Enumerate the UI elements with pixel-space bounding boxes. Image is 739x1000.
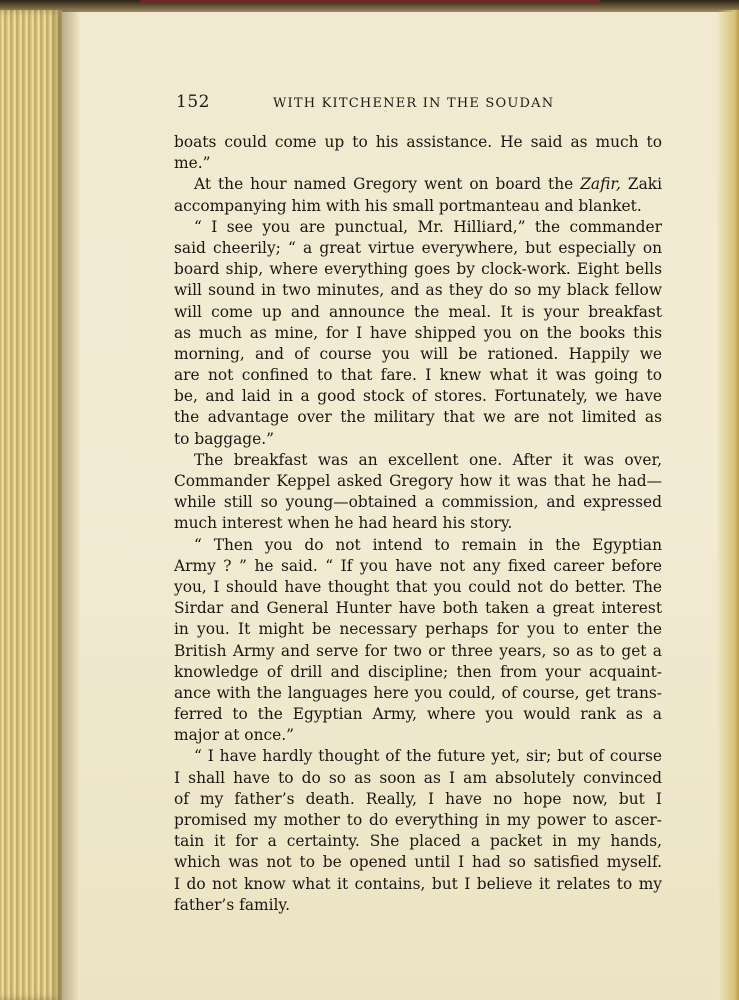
text-line: Sirdar and General Hunter have both taken a great interest bbox=[174, 599, 662, 618]
text-line: morning, and of course you will be rationed. Happily we bbox=[174, 344, 662, 363]
text-line: said cheerily; “ a great virtue everywhere, but especially on bbox=[174, 238, 662, 257]
text-line: promised my mother to do everything in my power to ascer- bbox=[174, 811, 662, 829]
text-line: you, I should have thought that you could not do better. The bbox=[174, 577, 662, 596]
page-text-body bbox=[174, 132, 662, 916]
text-line: I shall have to do so as soon as I am absolutely convinced bbox=[174, 768, 662, 787]
text-segment: At the hour named Gregory went on board the bbox=[194, 175, 581, 194]
text-line: father’s family. bbox=[174, 895, 290, 914]
page-right-edge bbox=[717, 10, 739, 1000]
text-line: to baggage.” bbox=[174, 429, 274, 448]
text-line: British Army and serve for two or three years, so as to get a bbox=[174, 641, 662, 660]
text-line: I do not know what it contains, but I believe it relates to my bbox=[174, 874, 662, 893]
running-title: WITH KITCHENER IN THE SOUDAN bbox=[273, 96, 555, 111]
running-header bbox=[176, 92, 663, 116]
text-line: The breakfast was an excellent one. After it was over, bbox=[194, 450, 662, 469]
text-line: major at once.” bbox=[174, 726, 294, 745]
text-line: tain it for a certainty. She placed a packet in my hands, bbox=[174, 832, 662, 851]
text-line: ferred to the Egyptian Army, where you would rank as a bbox=[174, 705, 662, 724]
text-line bbox=[174, 174, 662, 195]
text-line: boats could come up to his assistance. He said as much to bbox=[174, 133, 662, 151]
text-line: accompanying him with his small portmanteau and blanket. bbox=[174, 196, 642, 215]
text-line: Commander Keppel asked Gregory how it was that he had— bbox=[174, 472, 662, 490]
text-line: in you. It might be necessary perhaps for you to enter the bbox=[174, 620, 662, 639]
text-line: will sound in two minutes, and as they do so my black fellow bbox=[174, 281, 662, 300]
text-line: ance with the languages here you could, of course, get trans- bbox=[174, 683, 662, 702]
text-line: “ I have hardly thought of the future yet, sir; but of course bbox=[194, 747, 662, 766]
book-page-edges bbox=[0, 10, 62, 1000]
text-line: “ Then you do not intend to remain in the Egyptian bbox=[194, 535, 662, 554]
text-line: are not confined to that fare. I knew what it was going to bbox=[174, 366, 662, 385]
page-number: 152 bbox=[176, 92, 210, 112]
text-line: while still so young—obtained a commission, and expressed bbox=[174, 493, 662, 512]
text-line: which was not to be opened until I had so satisfied myself. bbox=[174, 853, 662, 872]
text-line: will come up and announce the meal. It is your breakfast bbox=[174, 302, 662, 321]
text-line: board ship, where everything goes by clock-work. Eight bells bbox=[174, 260, 662, 279]
text-line: much interest when he had heard his story. bbox=[174, 514, 513, 533]
gutter-shadow bbox=[62, 10, 80, 1000]
text-line: knowledge of drill and discipline; then from your acquaint- bbox=[174, 662, 662, 681]
text-line: “ I see you are punctual, Mr. Hilliard,” the commander bbox=[194, 217, 662, 236]
text-line: of my father’s death. Really, I have no hope now, but I bbox=[174, 789, 662, 808]
text-segment: Zafir, bbox=[580, 175, 621, 194]
text-line: be, and laid in a good stock of stores. Fortunately, we have bbox=[174, 387, 662, 406]
text-line: the advantage over the military that we are not limited as bbox=[174, 408, 662, 427]
text-line: Army ? ” he said. “ If you have not any fixed career before bbox=[174, 556, 662, 575]
text-line: as much as mine, for I have shipped you on the books this bbox=[174, 323, 662, 342]
text-line: me.” bbox=[174, 154, 211, 173]
book-top-ribbon bbox=[140, 0, 600, 4]
text-segment: Zaki bbox=[620, 175, 662, 194]
